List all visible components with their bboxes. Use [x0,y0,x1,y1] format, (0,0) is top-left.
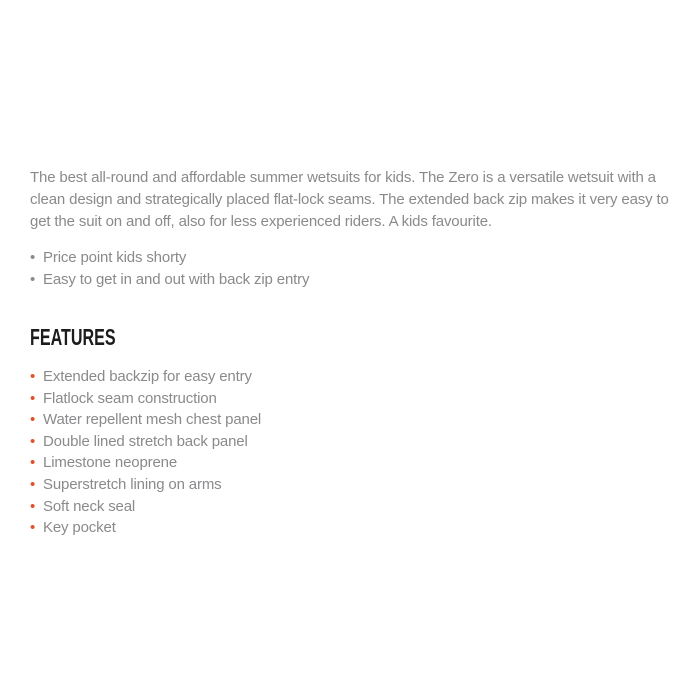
feature-item [30,409,685,431]
bullet-icon [30,388,35,410]
bullet-icon [30,247,35,269]
feature-item [30,366,685,388]
feature-item-label: Superstretch lining on arms [43,475,222,493]
bullet-icon [30,431,35,453]
feature-item-label: Extended backzip for easy entry [43,368,252,385]
feature-item [30,431,685,453]
feature-item-label: Water repellent mesh chest panel [43,411,262,429]
feature-item-label: Limestone neoprene [43,454,178,472]
bullet-icon [30,366,35,388]
feature-item [30,496,685,518]
feature-item-label: Soft neck seal [43,497,136,515]
product-description: The best all-round and affordable summer wetsuits for kids. The Zero is a versatile wetsuit with a clean design and strategically placed flat-lock seams. The extended back zip makes it very easy to get the suit on and off, also for less experienced riders. A kids favourite. [30,169,669,230]
highlight-item [30,269,685,291]
features-heading: FEATURES [30,324,116,350]
highlight-item-label: Easy to get in and out with back zip entry [43,271,310,288]
feature-item [30,452,685,474]
bullet-icon [30,496,35,518]
highlight-item [30,247,685,269]
feature-item [30,474,685,496]
feature-item [30,517,685,539]
bullet-icon [30,452,35,474]
feature-item-label: Double lined stretch back panel [43,432,248,450]
highlight-item-label: Price point kids shorty [43,249,187,266]
features-list [30,366,685,539]
feature-item-label: Flatlock seam construction [43,389,217,407]
product-description-section [30,167,685,539]
highlights-list [30,247,685,291]
bullet-icon [30,474,35,496]
bullet-icon [30,517,35,539]
feature-item-label: Key pocket [43,519,116,537]
bullet-icon [30,409,35,431]
bullet-icon [30,269,35,291]
feature-item [30,388,685,410]
